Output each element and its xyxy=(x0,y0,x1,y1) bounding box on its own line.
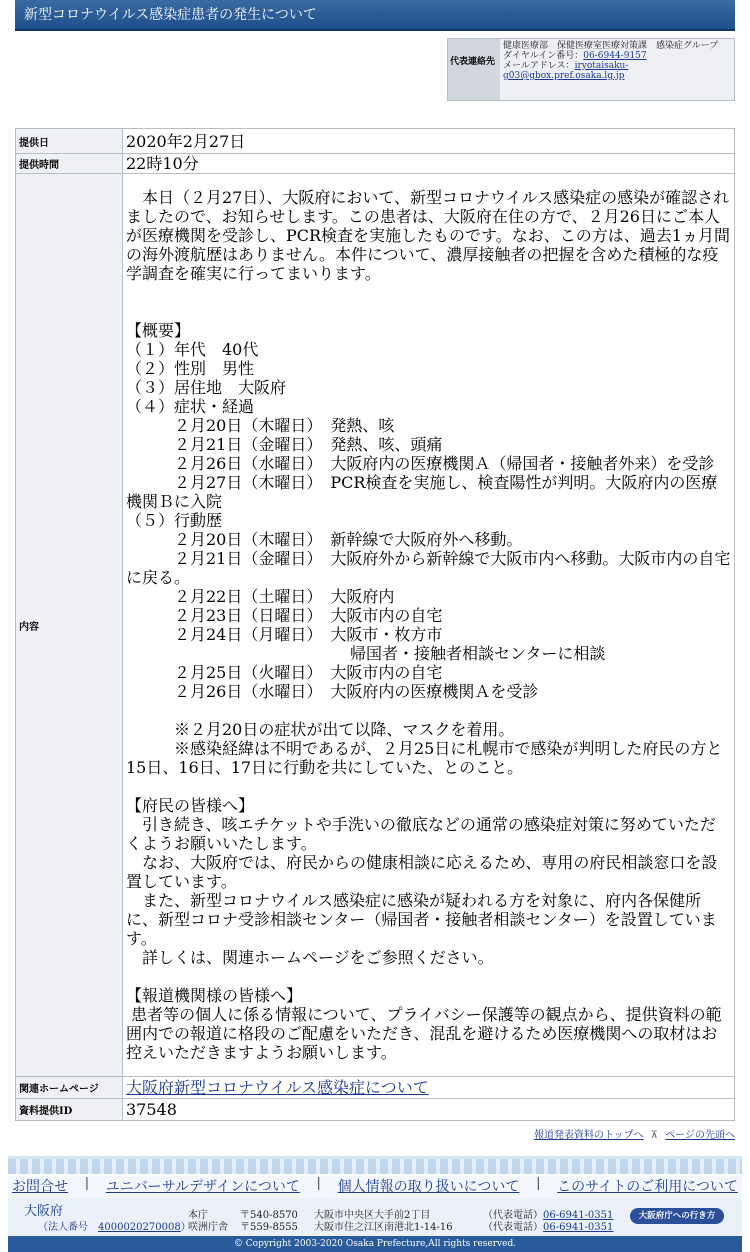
corp-number-link[interactable]: 4000020270008 xyxy=(98,1222,181,1233)
dial-label: ダイヤルイン番号： xyxy=(503,51,584,61)
office-name: 咲洲庁舎 xyxy=(188,1222,228,1233)
tel-label: （代表電話） xyxy=(483,1222,543,1233)
content-body: 本日（２月27日）、大阪府において、新型コロナウイルス感染症の感染が確認されましたので、お知らせします。この患者は、大阪府在住の方で、２月26日にご本人が医療機関を受診し、PCR検査を実施したものです。なお、この方は、過去1ヵ月間の海外渡航歴はありません。本件について、濃厚接触者の把握を含めた積極的な疫学調査を確実に行ってまいります。 【概要】 （１）年代 40代 （２）性別 男性 （３）居住地 大阪府 （４）症状・経過 ２月20日（木曜日） 発熱、咳 ２月21日（金曜日） 発熱、咳、頭痛 ２月26日（水曜日） 大阪府内の医療機関Ａ（帰国者・接触者外来）を受診 ２月27日（木曜日） PCR検査を実施し、検査陽性が判明。大阪府内の医療機関Ｂに入院 （５）行動歴 ２月20日（木曜日） 新幹線で大阪府外へ移動。 ２月21日（金曜日） 大阪府外から新幹線で大阪市内へ移動。大阪市内の自宅に戻る。 ２月22日（土曜日） 大阪府内 ２月23日（日曜日） 大阪市内の自宅 ２月24日（月曜日） 大阪市・枚方市 帰国者・接触者相談センターに相談 ２月25日（火曜日） 大阪市内の自宅 ２月26日（水曜日） 大阪府内の医療機関Ａを受診 ※２月20日の症状が出て以降、マスクを着用。 ※感染経緯は不明であるが、２月25日に札幌市で感染が判明した府民の方と15日、16日、17日に行動を共にしていた、とのこと。 【府民の皆様へ】 引き続き、咳エチケットや手洗いの徹底などの通常の感染症対策に努めていただくようお願いいたします。 なお、大阪府では、府民からの健康相談に応えるため、専用の府民相談窓口を設置しています。 また、新型コロナウイルス感染症に感染が疑われる方を対象に、府内各保健所に、新型コロナ受診相談センター（帰国者・接触者相談センター）を設置しています。 詳しくは、関連ホームページをご参照ください。 【報道機関様の皆様へ】 患者等の個人に係る情報について、プライバシー保護等の観点から、提供資料の範囲内での報道に格段のご配慮をいただき、混乱を避けるため医療機関への取材はお控えいただきますようお願いします。 xyxy=(123,174,735,1077)
page-links xyxy=(15,1126,735,1141)
press-top-link[interactable]: 報道発表資料のトップへ xyxy=(533,1130,644,1141)
footer-link-universal-design[interactable]: ユニバーサルデザインについて xyxy=(105,1179,300,1195)
footer-office-sakishima xyxy=(188,1218,453,1233)
time-value: 22時10分 xyxy=(123,154,735,174)
contact-label: 代表連絡先 xyxy=(448,39,500,100)
footer-link-site-usage[interactable]: このサイトのご利用について xyxy=(557,1179,738,1195)
content-label: 内容 xyxy=(16,174,123,1077)
contact-department: 健康医療部 保健医療室医療対策課 感染症グループ xyxy=(503,41,719,51)
office-zip: 〒559-8555 xyxy=(240,1222,298,1233)
page-title: 新型コロナウイルス感染症患者の発生について xyxy=(24,7,317,23)
office-address: 大阪市住之江区南港北1-14-16 xyxy=(314,1222,453,1233)
related-cell xyxy=(123,1077,735,1099)
mail-label: メールアドレス： xyxy=(503,61,575,71)
office-name: 本庁 xyxy=(188,1210,208,1221)
office-address: 大阪市中央区大手前2丁目 xyxy=(314,1210,431,1221)
tel-label: （代表電話） xyxy=(483,1210,543,1221)
dial-number-link[interactable]: 06-6944-9157 xyxy=(583,51,647,61)
contact-details xyxy=(500,39,734,100)
footer-pref-name: 大阪府 xyxy=(24,1204,64,1219)
tel-link[interactable]: 06-6941-0351 xyxy=(543,1210,614,1221)
footer-corp-number xyxy=(38,1218,191,1233)
footer-nav xyxy=(8,1176,742,1198)
footer-link-privacy[interactable]: 個人情報の取り扱いについて xyxy=(337,1179,520,1195)
footer-tel-sakishima xyxy=(483,1218,613,1233)
press-release-table xyxy=(15,128,735,1121)
time-row xyxy=(16,154,735,174)
date-label: 提供日 xyxy=(16,129,123,154)
footer-decoration xyxy=(8,1156,742,1174)
id-value: 37548 xyxy=(123,1099,735,1121)
page-top-icon: ⊼ xyxy=(650,1130,658,1141)
corp-label: （法人番号 xyxy=(38,1222,88,1233)
related-row xyxy=(16,1077,735,1099)
mail-address-link[interactable]: iryotaisaku-g03@gbox.pref.osaka.lg.jp xyxy=(503,61,629,81)
tel-link[interactable]: 06-6941-0351 xyxy=(543,1222,614,1233)
footer-divider: | xyxy=(316,1176,321,1191)
content-row xyxy=(16,174,735,1077)
footer-info xyxy=(8,1198,742,1236)
related-label: 関連ホームページ xyxy=(16,1077,123,1099)
date-row xyxy=(16,129,735,154)
date-value: 2020年2月27日 xyxy=(123,129,735,154)
related-homepage-link[interactable]: 大阪府新型コロナウイルス感染症について xyxy=(126,1078,429,1097)
footer-divider: | xyxy=(536,1176,541,1191)
page-top-link[interactable]: ページの先頭へ xyxy=(665,1130,735,1141)
copyright: © Copyright 2003-2020 Osaka Prefecture,All rights reserved. xyxy=(8,1236,742,1252)
footer-link-contact[interactable]: お問合せ xyxy=(12,1179,68,1195)
office-zip: 〒540-8570 xyxy=(240,1210,298,1221)
contact-box xyxy=(447,38,735,101)
page-title-bar xyxy=(15,0,735,31)
time-label: 提供時間 xyxy=(16,154,123,174)
contact-mail xyxy=(503,61,731,81)
footer-divider: | xyxy=(84,1176,90,1191)
access-button[interactable]: 大阪府庁への行き方 xyxy=(630,1208,724,1224)
id-row xyxy=(16,1099,735,1121)
contact-dial xyxy=(503,51,731,61)
corp-close: ） xyxy=(180,1222,191,1233)
id-label: 資料提供ID xyxy=(16,1099,123,1121)
